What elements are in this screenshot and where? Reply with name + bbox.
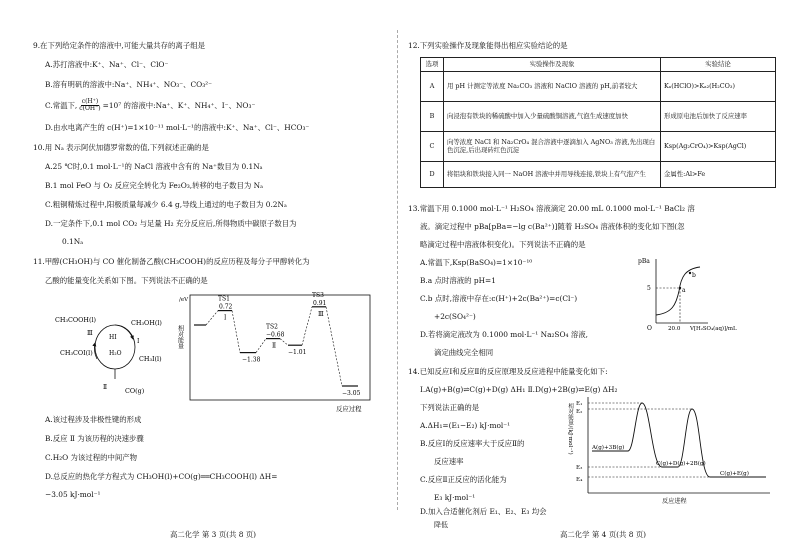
right-footer: 高二化学 第 4 页(共 8 页) (560, 530, 647, 539)
node-co: CO(g) (125, 387, 145, 395)
q14-stem: 14.已知反应Ⅰ和反应Ⅱ的反应原理及反应进程中能量变化如下: (408, 367, 608, 376)
q13-option-d-cont: 滴定曲线完全相同 (434, 348, 494, 357)
q9-option-d: D.由水电离产生的 c(H⁺)=1×10⁻¹¹ mol·L⁻¹的溶液中:K⁺、Na⁺、Cl⁻、HCO₃⁻ (45, 123, 310, 132)
q13-option-d: D.若将滴定液改为 0.1000 mol·L⁻¹ Na₂SO₄ 溶液, (420, 330, 588, 339)
table-row (421, 131, 776, 161)
q13-titration-graph (638, 255, 773, 335)
q13-stem-3: 略滴定过程中溶液体积变化)。下列说法不正确的是 (420, 240, 586, 249)
energy-label: −0.68 (266, 331, 285, 339)
label-e4: E₄ (576, 477, 583, 483)
left-footer: 高二化学 第 3 页(共 8 页) (170, 530, 257, 539)
energy-label: −1.38 (242, 356, 261, 364)
q13-option-c: C.b 点时,溶液中存在:c(H⁺)+2c(Ba²⁺)=c(Cl⁻) (420, 294, 578, 303)
q10-option-a: A.25 ℃时,0.1 mol·L⁻¹的 NaCl 溶液中含有的 Na⁺数目为 0.1Nₐ (45, 162, 263, 171)
label-b: b (692, 272, 696, 279)
q13-stem-2: 液。滴定过程中 pBa[pBa=−lg c(Ba²⁺)]随着 H₂SO₄ 溶液体积的变化如下图(忽 (420, 222, 685, 231)
q11-option-d: D.总反应的热化学方程式为 CH₃OH(l)+CO(g)══CH₃COOH(l) ΔH= (45, 472, 278, 481)
q11-stem-1: 11.甲醇(CH₃OH)与 CO 催化制备乙酸(CH₃COOH)的反应历程及每分子甲醇转化为 (33, 257, 310, 266)
label-intermediate: C(g)+D(g)+2B(g) (656, 461, 706, 467)
energy-labels (218, 292, 361, 397)
row-option: D (421, 161, 444, 187)
table-header-row (421, 58, 776, 72)
q14-energy-diagram (567, 393, 780, 508)
q13-option-a: A.常温下,Ksp(BaSO₄)=1×10⁻¹⁰ (420, 258, 533, 267)
node-ch3oh: CH₃OH(l) (131, 319, 162, 327)
q9-option-c: C.常温下, $\frac{c(H^+)}{c(OH^-)}$ =10⁷ 的溶液中:Na⁺、K⁺、NH₄⁺、I⁻、NO₃⁻ (45, 98, 256, 113)
q10-stem: 10.用 Nₐ 表示阿伏加德罗常数的值,下列叙述正确的是 (33, 143, 209, 152)
label-step-i: Ⅰ (137, 338, 140, 345)
node-ch3i: CH₃I(l) (139, 355, 162, 363)
energy-label: TS1 (218, 295, 230, 303)
q11-option-d-cont: −3.05 kJ·mol⁻¹ (45, 490, 101, 499)
row-conclusion: 金属性:Al>Fe (661, 161, 776, 187)
label-a: a (682, 287, 686, 294)
energy-connector (326, 307, 342, 386)
node-ch3coi: CH₃COI(l) (60, 349, 93, 357)
label-h2o: H₂O (109, 350, 122, 357)
label-products: C(g)+E(g) (720, 471, 749, 477)
energy-label: TS2 (266, 323, 278, 331)
graph-ylabel: 相对能量/(kJ·mol⁻¹) (567, 403, 573, 455)
point-a (679, 287, 681, 289)
q14-option-d: D.加入合适催化剂后 E₁、E₂、E₃ 均会 (420, 507, 547, 516)
q11-stem-2: 乙酸的能量变化关系如下图。下列说法不正确的是 (45, 276, 208, 285)
point-b (689, 272, 691, 274)
label-reactants: A(g)+3B(g) (592, 445, 625, 451)
q9-option-a: A.苏打溶液中:K⁺、Na⁺、Cl⁻、ClO⁻ (45, 60, 169, 69)
table-header: 实验结论 (661, 58, 776, 72)
graph-y5: 5 (647, 285, 651, 292)
graph-xlabel: V[H₂SO₄(aq)]/mL (690, 326, 737, 332)
page-divider (397, 30, 398, 510)
energy-label: −1.01 (288, 349, 307, 357)
row-option: C (421, 131, 444, 161)
table-header: 实验操作及现象 (444, 58, 661, 72)
table-row (421, 71, 776, 101)
q14-equations: Ⅰ.A(g)+B(g)⇌C(g)+D(g) ΔH₁ Ⅱ.D(g)+2B(g)⇌E(g) ΔH₂ (420, 385, 618, 394)
q12-stem: 12.下列实验操作及现象能得出相应实验结论的是 (408, 41, 568, 50)
energy-label: TS3 (312, 291, 324, 299)
node-ch3cooh: CH₃COOH(l) (55, 316, 96, 324)
q14-ask: 下列说法正确的是 (420, 403, 480, 412)
q10-option-b: B.1 mol FeO 与 O₂ 反应完全转化为 Fe₂O₃,转移的电子数目为 Nₐ (45, 181, 263, 190)
energy-ylabel: 相对能量 (176, 325, 184, 349)
energy-unit: /eV (179, 297, 189, 303)
q10-option-d: D.一定条件下,0.1 mol CO₂ 与足量 H₂ 充分反应后,所得物质中碳原子数目为 (45, 219, 297, 228)
graph-origin: O (647, 325, 652, 332)
row-conclusion: 形成原电池后加快了反应速率 (661, 101, 776, 131)
q13-option-c-cont: +2c(SO₄²⁻) (434, 312, 476, 321)
energy-label: 0.91 (313, 299, 327, 307)
graph-ylabel: pBa (638, 258, 650, 265)
q14-option-c-cont: E₃ kJ·mol⁻¹ (434, 493, 476, 502)
energy-connector (280, 339, 288, 346)
label-hi: HI (109, 334, 117, 341)
q13-stem-1: 13.常温下用 0.1000 mol·L⁻¹ H₂SO₄ 溶液滴定 20.00 mL 0.1000 mol·L⁻¹ BaCl₂ 溶 (408, 204, 695, 213)
energy-label: Ⅰ (224, 314, 227, 322)
energy-label: 0.72 (219, 303, 233, 311)
label-e3: E₃ (576, 465, 583, 471)
q13-option-b: B.a 点时溶液的 pH=1 (420, 276, 496, 285)
graph-x20: 20.0 (668, 326, 681, 332)
label-step-ii: Ⅱ (103, 384, 108, 391)
row-conclusion: Ksp(Ag₂CrO₄)>Ksp(AgCl) (661, 131, 776, 161)
energy-frame (190, 295, 370, 400)
energy-label: Ⅱ (272, 342, 277, 350)
table-row (421, 161, 776, 187)
q11-option-b: B.反应 Ⅱ 为该历程的决速步骤 (45, 434, 144, 443)
label-e1: E₁ (576, 401, 583, 407)
table-header: 选项 (421, 58, 444, 72)
q9-option-b: B.溶有明矾的溶液中:Na⁺、NH₄⁺、NO₃⁻、CO₃²⁻ (45, 80, 213, 89)
q10-option-d-cont: 0.1Nₐ (62, 237, 84, 246)
q14-option-c: C.反应Ⅱ正反应的活化能为 (420, 475, 507, 484)
energy-connector (302, 307, 312, 345)
q14-option-b: B.反应Ⅰ的反应速率大于反应Ⅱ的 (420, 439, 525, 448)
label-e2: E₂ (576, 409, 583, 415)
q14-option-d-cont: 降低 (434, 521, 448, 529)
row-operation: 将铝块和铁块接入同一 NaOH 溶液中并用导线连接,铁块上有气泡产生 (444, 161, 661, 187)
q12-table (420, 57, 776, 188)
graph-xlabel: 反应进程 (662, 498, 687, 505)
energy-connector (256, 339, 266, 353)
q11-energy-diagram (176, 291, 380, 415)
row-option: B (421, 101, 444, 131)
row-option: A (421, 71, 444, 101)
q14-option-a: A.ΔH₁=(E₁−E₂) kJ·mol⁻¹ (420, 421, 511, 430)
label-step-iii: Ⅲ (87, 330, 93, 337)
q11-option-c: C.H₂O 为该过程的中间产物 (45, 453, 138, 462)
energy-label: −3.05 (342, 390, 361, 397)
q11-option-a: A.该过程涉及非极性键的形成 (45, 415, 142, 424)
row-conclusion: Kₐ(HClO)>Kₐ₂(H₂CO₃) (661, 71, 776, 101)
row-operation: 向等浓度 NaCl 和 Na₂CrO₄ 混合溶液中逐滴加入 AgNO₃ 溶液,先出现白色沉淀,后出现砖红色沉淀 (444, 131, 661, 161)
table-row (421, 101, 776, 131)
row-operation: 用 pH 计测定等浓度 Na₂CO₃ 溶液和 NaClO 溶液的 pH,前者较大 (444, 71, 661, 101)
q14-option-b-cont: 反应速率 (434, 457, 464, 466)
row-operation: 向浸泡有铁块的稀硫酸中加入少量硫酸铜溶液,气泡生成速度加快 (444, 101, 661, 131)
energy-label: Ⅲ (318, 310, 324, 318)
q11-cycle-diagram (55, 295, 180, 405)
energy-xlabel: 反应过程 (336, 405, 362, 413)
energy-connector (206, 311, 218, 325)
q10-option-c: C.粗铜精炼过程中,阳极质量每减少 6.4 g,导线上通过的电子数目为 0.2Nₐ (45, 200, 287, 209)
q9-stem: 9.在下列给定条件的溶液中,可能大量共存的离子组是 (33, 41, 205, 50)
energy-connector (232, 311, 240, 353)
q9-fraction: $\frac{c(H^+)}{c(OH^-)}$ (79, 98, 101, 113)
